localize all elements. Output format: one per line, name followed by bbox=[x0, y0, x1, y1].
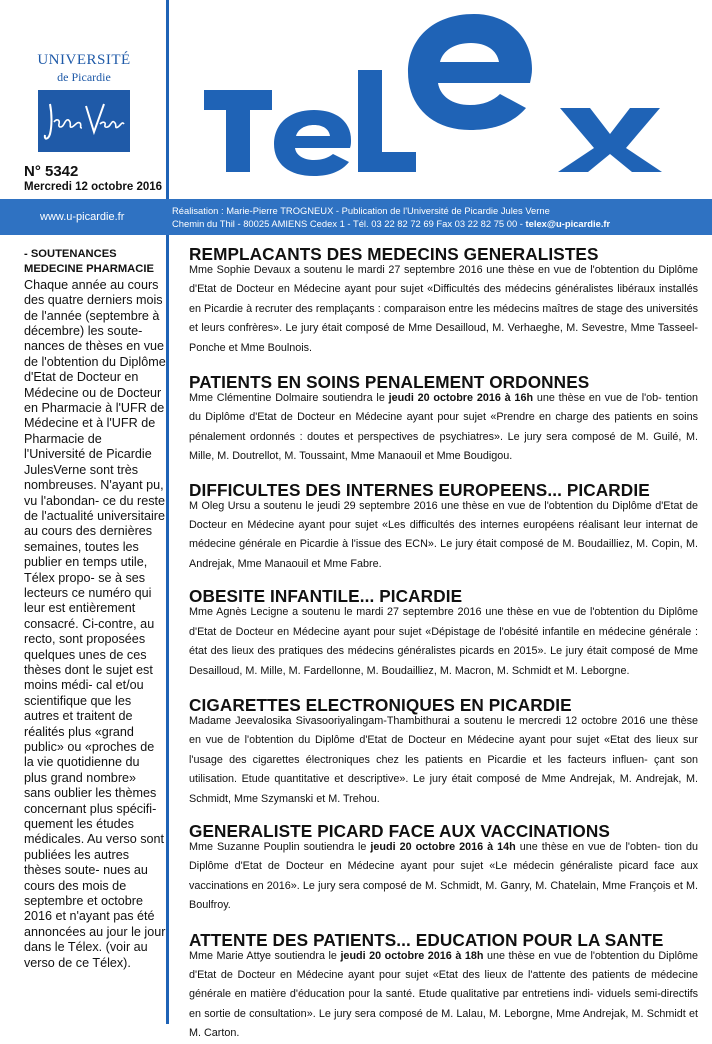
sidebar-body: Chaque année au cours des quatre derniers mois de l'année (septembre à décembre) les soute- nances de thèses en vue de l'obtention du Diplôme d'Etat de Docteur en Médecine ou de Docteur en Pharmacie à l'UFR de Médecine et à l'UFR de Pharmacie de l'Université de Picardie JulesVerne sont très nombreuses. N'ayant pu, vu l'abondan- ce du reste de l'actualité universitaire au cours des dernières semaines, toutes les publier en temps utile, Télex propo- se à ses lecteurs ce numéro qui leur est entièrement consacré. Ci-contre, au recto, sont proposées quelques unes de ces thèses dont le sujet est moins médi- cal et/ou scientifique que les autres et traitent de réalités plus «grand public» ou «proches de la vie quotidienne du plus grand nombre» sans oublier les thèmes concernant plus spécifi- quement les études médicales. Au verso sont publiées les autres thèses soute- nues au cours des mois de septembre et octobre 2016 et n'ayant pas été annoncées au jour le jour dans le Télex. (voir au verso de ce Télex). bbox=[24, 277, 166, 970]
sidebar bbox=[24, 247, 166, 971]
article-body: Mme Sophie Devaux a soutenu le mardi 27 septembre 2016 une thèse en vue de l'obtention du Diplôme d'Etat de Docteur en Médecine ayant pour sujet «Difficultés des médecins généralistes libéraux installés en Picardie à recruter des remplaçants : comparaison entre les médecins maîtres de stage des universités et leurs confrères». Le jury était composé de Mme Desailloud, M. Verhaeghe, M. Sevestre, Mme Tasseel-Ponche et Mme Boulnois. bbox=[189, 264, 698, 354]
university-subname: de Picardie bbox=[57, 70, 111, 84]
article-title: OBESITE INFANTILE... PICARDIE bbox=[189, 586, 463, 607]
article-internes-europeens bbox=[189, 480, 698, 575]
article-remplacants bbox=[189, 244, 698, 358]
article-title: DIFFICULTES DES INTERNES EUROPEENS... PICARDIE bbox=[189, 479, 650, 500]
article-soins-penalement bbox=[189, 372, 698, 467]
article-body: Mme Suzanne Pouplin soutiendra le jeudi 20 octobre 2016 à 14h une thèse en vue de l'obten- tion du Diplôme d'Etat de Docteur en Médecine ayant pour sujet «Le médecin généraliste picard face aux vaccinations en 2016». Le jury sera composé de M. Schmidt, M. Ganry, M. Chatelain, Mme François et M. Boulfroy. bbox=[189, 840, 698, 912]
article-attente-patients bbox=[189, 930, 698, 1044]
issue-number: N° 5342 bbox=[24, 163, 79, 180]
article-title: CIGARETTES ELECTRONIQUES EN PICARDIE bbox=[189, 694, 572, 715]
article-title: PATIENTS EN SOINS PENALEMENT ORDONNES bbox=[189, 372, 590, 393]
article-body: Mme Clémentine Dolmaire soutiendra le jeudi 20 octobre 2016 à 16h une thèse en vue de l'ob- tention du Diplôme d'Etat de Docteur en Médecine ayant pour sujet «Prendre en charge des patients en soins pénalement ordonnés : doutes et perspectives de psychiatres». Le jury sera composé de M. Guilé, M. Mille, M. Doutrellot, M. Toussaint, Mme Manaouil et Mme Boudigou. bbox=[189, 392, 698, 463]
telex-logo bbox=[204, 14, 712, 184]
vertical-divider bbox=[166, 0, 169, 1024]
articles bbox=[189, 244, 698, 1044]
article-title: ATTENTE DES PATIENTS... EDUCATION POUR LA SANTE bbox=[189, 929, 664, 950]
article-title: REMPLACANTS DES MEDECINS GENERALISTES bbox=[189, 244, 599, 264]
article-body: Mme Agnès Lecigne a soutenu le mardi 27 septembre 2016 une thèse en vue de l'obtention du Diplôme d'Etat de Docteur en Médecine ayant pour sujet «Dépistage de l'obésité infantile en médecine générale : état des lieux des pratiques des médecins généralistes picards en 2015». Le jury était composé de Mme Desailloud, M. Mille, M. Fardellonne, M. Boudailliez, M. Macron, M. Schmidt et M. Leborgne. bbox=[189, 606, 698, 677]
university-name: UNIVERSITÉ bbox=[37, 52, 131, 68]
issue-info bbox=[24, 164, 162, 194]
email-link[interactable]: telex@u-picardie.fr bbox=[525, 218, 611, 229]
article-vaccinations bbox=[189, 821, 698, 916]
issue-date: Mercredi 12 octobre 2016 bbox=[24, 181, 163, 193]
article-body: Mme Marie Attye soutiendra le jeudi 20 octobre 2016 à 18h une thèse en vue de l'obtention du Diplôme d'Etat de Docteur en Médecine ayant pour sujet «Etat des lieux de l'attente des patients de médecine générale en matière d'éducation pour la santé. Etude qualitative par entretiens indi- viduels semi-directifs en sortie de consultation». Le jury sera composé de M. Lalau, M. Leborgne, Mme Andrejak, M. Schmidt et M. Carton. bbox=[189, 949, 698, 1040]
jules-verne-signature bbox=[38, 90, 130, 152]
contact-details: Chemin du Thil - 80025 AMIENS Cedex 1 - Tél. 03 22 82 72 69 Fax 03 22 82 75 00 - bbox=[172, 218, 526, 229]
website-link[interactable]: www.u-picardie.fr bbox=[40, 211, 125, 223]
article-body: Madame Jeevalosika Sivasooriyalingam-Thambithurai a soutenu le mercredi 12 octobre 2016 une thèse en vue de l'obtention du Diplôme d'Etat de Docteur en Médecine ayant pour sujet «Etat des lieux sur l'usage des cigarettes électroniques chez les patients en Picardie et les facteurs influen- çant son utilisation. Etude quantitative et descriptive». Le jury était composé de Mme Andrejak, M. Andrejak, M. Schmidt, Mme Szymanski et M. Trehou. bbox=[189, 714, 698, 805]
university-logo bbox=[28, 52, 140, 152]
article-obesite bbox=[189, 586, 698, 681]
publication-info bbox=[172, 204, 610, 230]
article-title: GENERALISTE PICARD FACE AUX VACCINATIONS bbox=[189, 820, 610, 841]
sidebar-title: - SOUTENANCES MEDECINE PHARMACIE bbox=[24, 248, 154, 276]
publication-line-2 bbox=[172, 217, 610, 230]
article-body: M Oleg Ursu a soutenu le jeudi 29 septembre 2016 une thèse en vue de l'obtention du Diplôme d'Etat de Docteur en Médecine ayant pour sujet «Les difficultés des internes européens réalisant leur internat de médecine générale en Picardie à l'issue des ECN». Le jury était composé de M. Boudailliez, M. Copin, M. Andrejak, Mme Manaouil et Mme Fabre. bbox=[189, 499, 698, 570]
publication-line-1: Réalisation : Marie-Pierre TROGNEUX - Publication de l'Université de Picardie Jules Verne bbox=[172, 205, 550, 216]
info-band bbox=[0, 199, 712, 235]
article-cigarettes bbox=[189, 695, 698, 809]
